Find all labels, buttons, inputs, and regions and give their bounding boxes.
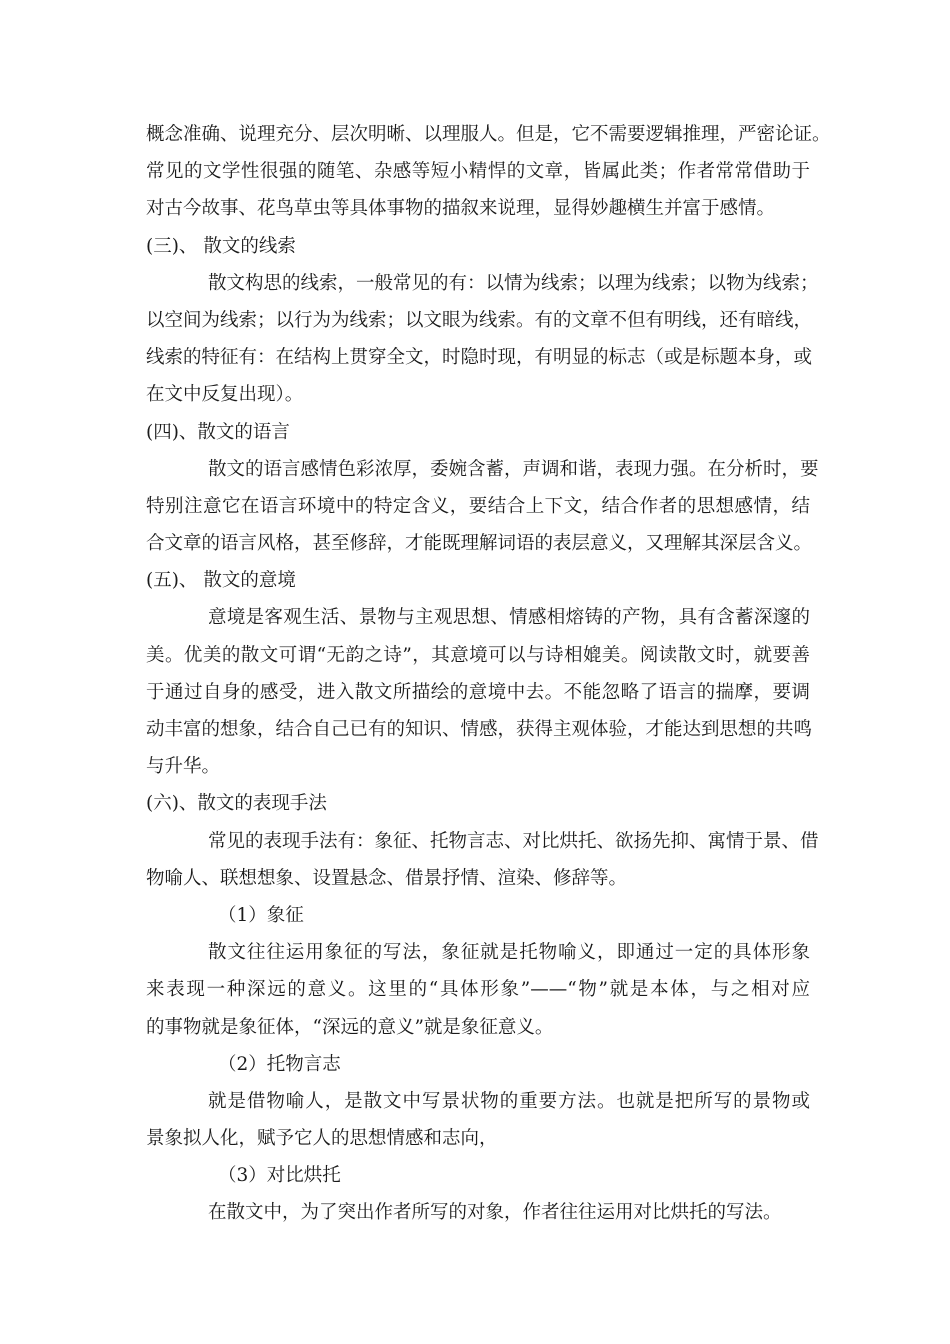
paragraph-line: 常见的文学性很强的随笔、杂感等短小精悍的文章，皆属此类；作者常常借助于	[146, 161, 810, 183]
section-heading-6: (六)、散文的表现手法	[146, 793, 327, 815]
paragraph-line: 来表现一种深远的意义。这里的“具体形象”——“物”就是本体，与之相对应	[146, 979, 810, 1001]
paragraph-line: 在文中反复出现）。	[146, 384, 304, 406]
paragraph-line: 散文往往运用象征的写法，象征就是托物喻义，即通过一定的具体形象	[208, 942, 810, 964]
paragraph-line: 美。优美的散文可谓“无韵之诗”，其意境可以与诗相媲美。阅读散文时，就要善	[146, 644, 810, 666]
paragraph-line: 动丰富的想象，结合自己已有的知识、情感，获得主观体验，才能达到思想的共鸣	[146, 719, 813, 740]
paragraph-line: 于通过自身的感受，进入散文所描绘的意境中去。不能忽略了语言的揣摩，要调	[146, 681, 810, 703]
paragraph-line: 散文的语言感情色彩浓厚，委婉含蓄，声调和谐，表现力强。在分析时，要	[208, 458, 819, 480]
paragraph-line: 的事物就是象征体，“深远的意义”就是象征意义。	[146, 1016, 554, 1038]
paragraph-line: 散文构思的线索，一般常见的有：以情为线索；以理为线索；以物为线索；	[208, 272, 819, 294]
paragraph-line: 物喻人、联想想象、设置悬念、借景抒情、渲染、修辞等。	[146, 867, 628, 889]
paragraph-line: 线索的特征有：在结构上贯穿全文，时隐时现，有明显的标志（或是标题本身，或	[146, 347, 813, 369]
section-heading-5: (五)、 散文的意境	[146, 570, 296, 592]
paragraph-line: 对古今故事、花鸟草虫等具体事物的描叙来说理，显得妙趣横生并富于感情。	[146, 198, 776, 220]
paragraph-line: 与升华。	[146, 756, 221, 778]
section-heading-3: (三)、 散文的线索	[146, 235, 296, 257]
paragraph-line: 合文章的语言风格，甚至修辞，才能既理解词语的表层意义，又理解其深层含义。	[146, 533, 813, 555]
paragraph-line: 意境是客观生活、景物与主观思想、情感相熔铸的产物，具有含蓄深邃的	[208, 607, 810, 629]
paragraph-line: 在散文中，为了突出作者所写的对象，作者往往运用对比烘托的写法。	[208, 1202, 782, 1224]
paragraph-line: 概念准确、说理充分、层次明晰、以理服人。但是，它不需要逻辑推理，严密论证。	[146, 124, 831, 145]
paragraph-line: 就是借物喻人，是散文中写景状物的重要方法。也就是把所写的景物或	[208, 1090, 810, 1112]
paragraph-line: 特别注意它在语言环境中的特定含义，要结合上下文，结合作者的思想感情，结	[146, 495, 810, 517]
document-page	[146, 116, 831, 1232]
subheading-allegory: （2）托物言志	[218, 1053, 341, 1075]
paragraph-line: 景象拟人化，赋予它人的思想情感和志向，	[146, 1128, 498, 1150]
section-heading-4: (四)、散文的语言	[146, 421, 290, 443]
subheading-symbolism: （1）象征	[218, 904, 304, 926]
paragraph-line: 以空间为线索；以行为为线索；以文眼为线索。有的文章不但有明线，还有暗线，	[146, 309, 813, 331]
paragraph-line: 常见的表现手法有：象征、托物言志、对比烘托、欲扬先抑、寓情于景、借	[208, 830, 819, 852]
subheading-contrast: （3）对比烘托	[218, 1165, 341, 1187]
